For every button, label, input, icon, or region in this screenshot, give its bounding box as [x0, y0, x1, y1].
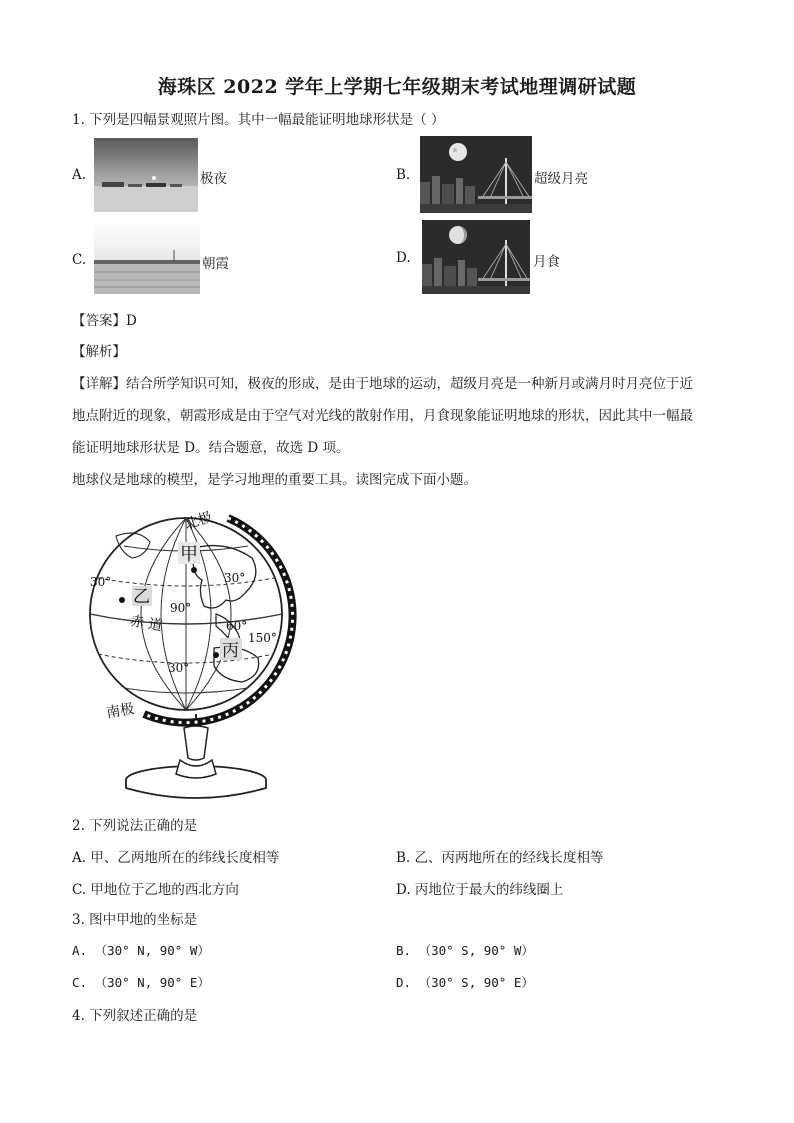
lunar-eclipse-photo — [422, 220, 530, 294]
q3-option-c: C. （30° N, 90° E） — [72, 975, 210, 990]
q1-option-d-letter: D. — [396, 250, 411, 266]
detail-line-2: 地点附近的现象，朝霞形成是由于空气对光线的散射作用，月食现象能证明地球的形状，因此其中一幅最 — [72, 408, 693, 424]
q2-stem: 2. 下列说法正确的是 — [72, 818, 198, 834]
super-moon-photo — [420, 136, 532, 213]
polar-night-photo — [94, 138, 198, 212]
analysis-tag: 【解析】 — [72, 344, 126, 360]
q1-option-d-label: 月食 — [533, 254, 560, 270]
answer-tag: 【答案】 — [72, 313, 126, 329]
morning-glow-photo — [94, 224, 200, 294]
q1-option-a-label: 极夜 — [200, 171, 227, 187]
detail-line-3: 能证明地球形状是 D。结合题意，故选 D 项。 — [72, 440, 350, 456]
q3-stem: 3. 图中甲地的坐标是 — [72, 912, 198, 928]
q3-option-a: A. （30° N, 90° W） — [72, 943, 210, 958]
q2-option-d: D. 丙地位于最大的纬线圈上 — [396, 882, 564, 898]
detail-tag: 【详解】 — [72, 376, 126, 392]
label-south-pole: 南极 — [105, 700, 136, 722]
q1-option-c-label: 朝霞 — [202, 256, 229, 272]
q1-option-b-letter: B. — [396, 167, 411, 183]
q1-stem: 1. 下列是四幅景观照片图。其中一幅最能证明地球形状是（ ） — [72, 112, 445, 128]
label-lat-30s: 30° — [168, 661, 190, 675]
q1-option-c-letter: C. — [72, 252, 87, 268]
q2-option-b: B. 乙、丙两地所在的经线长度相等 — [396, 850, 604, 866]
q2-option-a: A. 甲、乙两地所在的纬线长度相等 — [72, 850, 280, 866]
label-bing: 丙 — [222, 641, 239, 661]
q4-stem: 4. 下列叙述正确的是 — [72, 1008, 198, 1024]
detail-line-1 — [72, 372, 693, 392]
q1-option-b-label: 超级月亮 — [534, 171, 588, 187]
label-yi: 乙 — [133, 587, 150, 607]
label-lon-60: 60° — [226, 619, 248, 633]
q2-option-c: C. 甲地位于乙地的西北方向 — [72, 882, 239, 898]
label-equator: 赤 道 — [128, 613, 164, 635]
q3-option-d: D. （30° S, 90° E） — [396, 975, 534, 990]
answer-value: D — [126, 313, 137, 329]
page-title: 海珠区 2022 学年上学期七年级期末考试地理调研试题 — [157, 76, 637, 98]
answer-line — [72, 309, 137, 329]
label-lon-30w: 30° — [90, 575, 112, 589]
detail-text-1: 结合所学知识可知，极夜的形成，是由于地球的运动，超级月亮是一种新月或满月时月亮位于近 — [126, 376, 693, 392]
q1-option-a-letter: A. — [72, 167, 87, 183]
label-north-pole: 北极 — [182, 509, 215, 534]
q3-option-b: B. （30° S, 90° W） — [396, 943, 534, 958]
label-lat-30n: 30° — [224, 571, 246, 585]
globe-figure — [76, 496, 316, 808]
intro-text: 地球仪是地球的模型，是学习地理的重要工具。读图完成下面小题。 — [72, 472, 477, 488]
label-lon-90: 90° — [170, 601, 192, 615]
label-lon-150: 150° — [248, 631, 277, 645]
label-jia: 甲 — [180, 544, 198, 565]
